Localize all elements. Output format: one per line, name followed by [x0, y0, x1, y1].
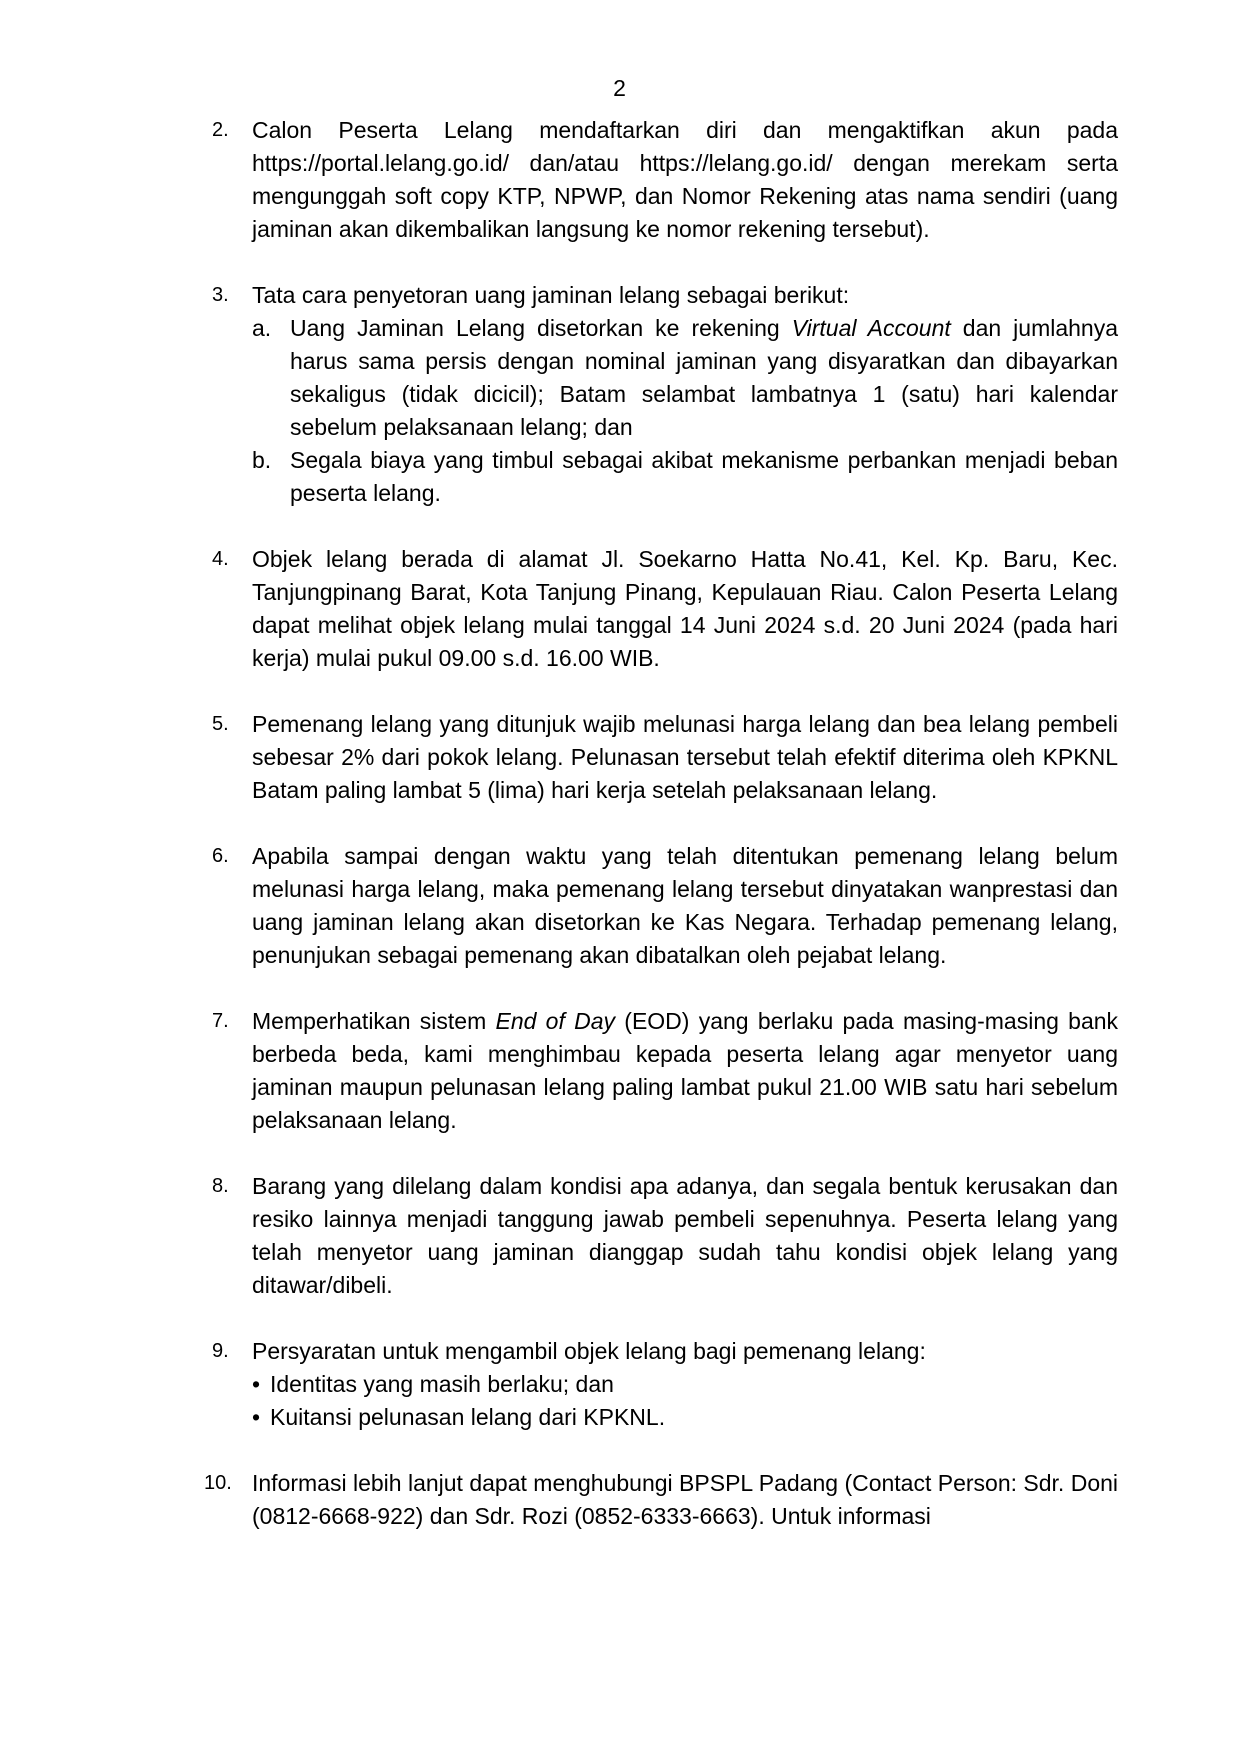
item-text-part2: (EOD) yang berlaku pada masing-masing bank berbeda beda, kami menghimbau kepada peserta lelang agar menyetor uang jaminan maupun pelunasan lelang paling lambat pukul 21.00 WIB satu hari sebelum pelaksanaan lelang. [252, 1008, 1119, 1133]
list-item-6 [212, 840, 1118, 972]
item-number: 5. [212, 713, 229, 735]
bullet-icon: • [252, 1404, 261, 1430]
item-text: Objek lelang berada di alamat Jl. Soekarno Hatta No.41, Kel. Kp. Baru, Kec. Tanjungpinang Barat, Kota Tanjung Pinang, Kepulauan Riau. Calon Peserta Lelang dapat melihat objek lelang mulai tanggal 14 Juni 2024 s.d. 20 Juni 2024 (pada hari kerja) mulai pukul 09.00 s.d. 16.00 WIB. [252, 546, 1118, 671]
item-intro: Persyaratan untuk mengambil objek lelang bagi pemenang lelang: [252, 1338, 926, 1364]
page-number: 2 [613, 75, 626, 101]
item-text: Informasi lebih lanjut dapat menghubungi BPSPL Padang (Contact Person: Sdr. Doni (0812-6668-922) dan Sdr. Rozi (0852-6333-6663). Untuk informasi [252, 1470, 1119, 1529]
list-item-5 [212, 708, 1118, 807]
bullet-text: Identitas yang masih berlaku; dan [270, 1371, 614, 1397]
list-item-4 [212, 543, 1118, 675]
list-item-10 [204, 1467, 1119, 1533]
item-text: Pemenang lelang yang ditunjuk wajib melunasi harga lelang dan bea lelang pembeli sebesar 2% dari pokok lelang. Pelunasan tersebut telah efektif diterima oleh KPKNL Batam paling lambat 5 (lima) hari kerja setelah pelaksanaan lelang. [252, 711, 1118, 803]
document-body [204, 114, 1119, 1566]
item-text: Calon Peserta Lelang mendaftarkan diri dan mengaktifkan akun pada https://portal.lelang.go.id/ dan/atau https://lelang.go.id/ dengan merekam serta mengunggah soft copy KTP, NPWP, dan Nomor Rekening atas nama sendiri (uang jaminan akan dikembalikan langsung ke nomor rekening tersebut). [252, 117, 1118, 242]
sub-item-letter: a. [252, 315, 272, 341]
bullet-item-1 [252, 1368, 1118, 1401]
item-number: 6. [212, 845, 229, 867]
item-number: 3. [212, 284, 229, 306]
list-item-9 [212, 1335, 1118, 1434]
bullet-item-2 [252, 1401, 1118, 1434]
item-text: Apabila sampai dengan waktu yang telah ditentukan pemenang lelang belum melunasi harga lelang, maka pemenang lelang tersebut dinyatakan wanprestasi dan uang jaminan lelang akan disetorkan ke Kas Negara. Terhadap pemenang lelang, penunjukan sebagai pemenang akan dibatalkan oleh pejabat lelang. [252, 843, 1118, 968]
item-number: 9. [212, 1340, 229, 1362]
list-item-3 [212, 279, 1118, 510]
sub-item-a [252, 312, 1118, 444]
item-text-part1: Memperhatikan sistem [252, 1008, 487, 1034]
sub-item-letter: b. [252, 447, 272, 473]
item-number: 8. [212, 1175, 229, 1197]
item-text: Barang yang dilelang dalam kondisi apa adanya, dan segala bentuk kerusakan dan resiko lainnya menjadi tanggung jawab pembeli sepenuhnya. Peserta lelang yang telah menyetor uang jaminan dianggap sudah tahu kondisi objek lelang yang ditawar/dibeli. [252, 1173, 1118, 1298]
item-intro: Tata cara penyetoran uang jaminan lelang sebagai berikut: [252, 282, 850, 308]
bullet-text: Kuitansi pelunasan lelang dari KPKNL. [270, 1404, 666, 1430]
bullet-icon: • [252, 1371, 261, 1397]
list-item-8 [212, 1170, 1118, 1302]
sub-item-text-part1: Uang Jaminan Lelang disetorkan ke rekening [290, 315, 780, 341]
item-number: 2. [212, 119, 229, 141]
item-number: 10. [204, 1472, 232, 1494]
item-number: 4. [212, 548, 229, 570]
item-text [252, 1005, 1118, 1137]
list-item-2 [212, 114, 1118, 246]
item-number: 7. [212, 1010, 229, 1032]
item-text-italic: End of Day [495, 1008, 616, 1034]
sub-item-b [252, 444, 1118, 510]
sub-item-text-part2: dan jumlahnya harus sama persis dengan nominal jaminan yang disyaratkan dan dibayarkan sekaligus (tidak dicicil); Batam selambat lambatnya 1 (satu) hari kalendar sebelum pelaksanaan lelang; dan [290, 315, 1119, 440]
sub-item-text-italic: Virtual Account [791, 315, 951, 341]
sub-item-text: Segala biaya yang timbul sebagai akibat mekanisme perbankan menjadi beban peserta lelang. [290, 447, 1118, 506]
list-item-7 [212, 1005, 1118, 1137]
